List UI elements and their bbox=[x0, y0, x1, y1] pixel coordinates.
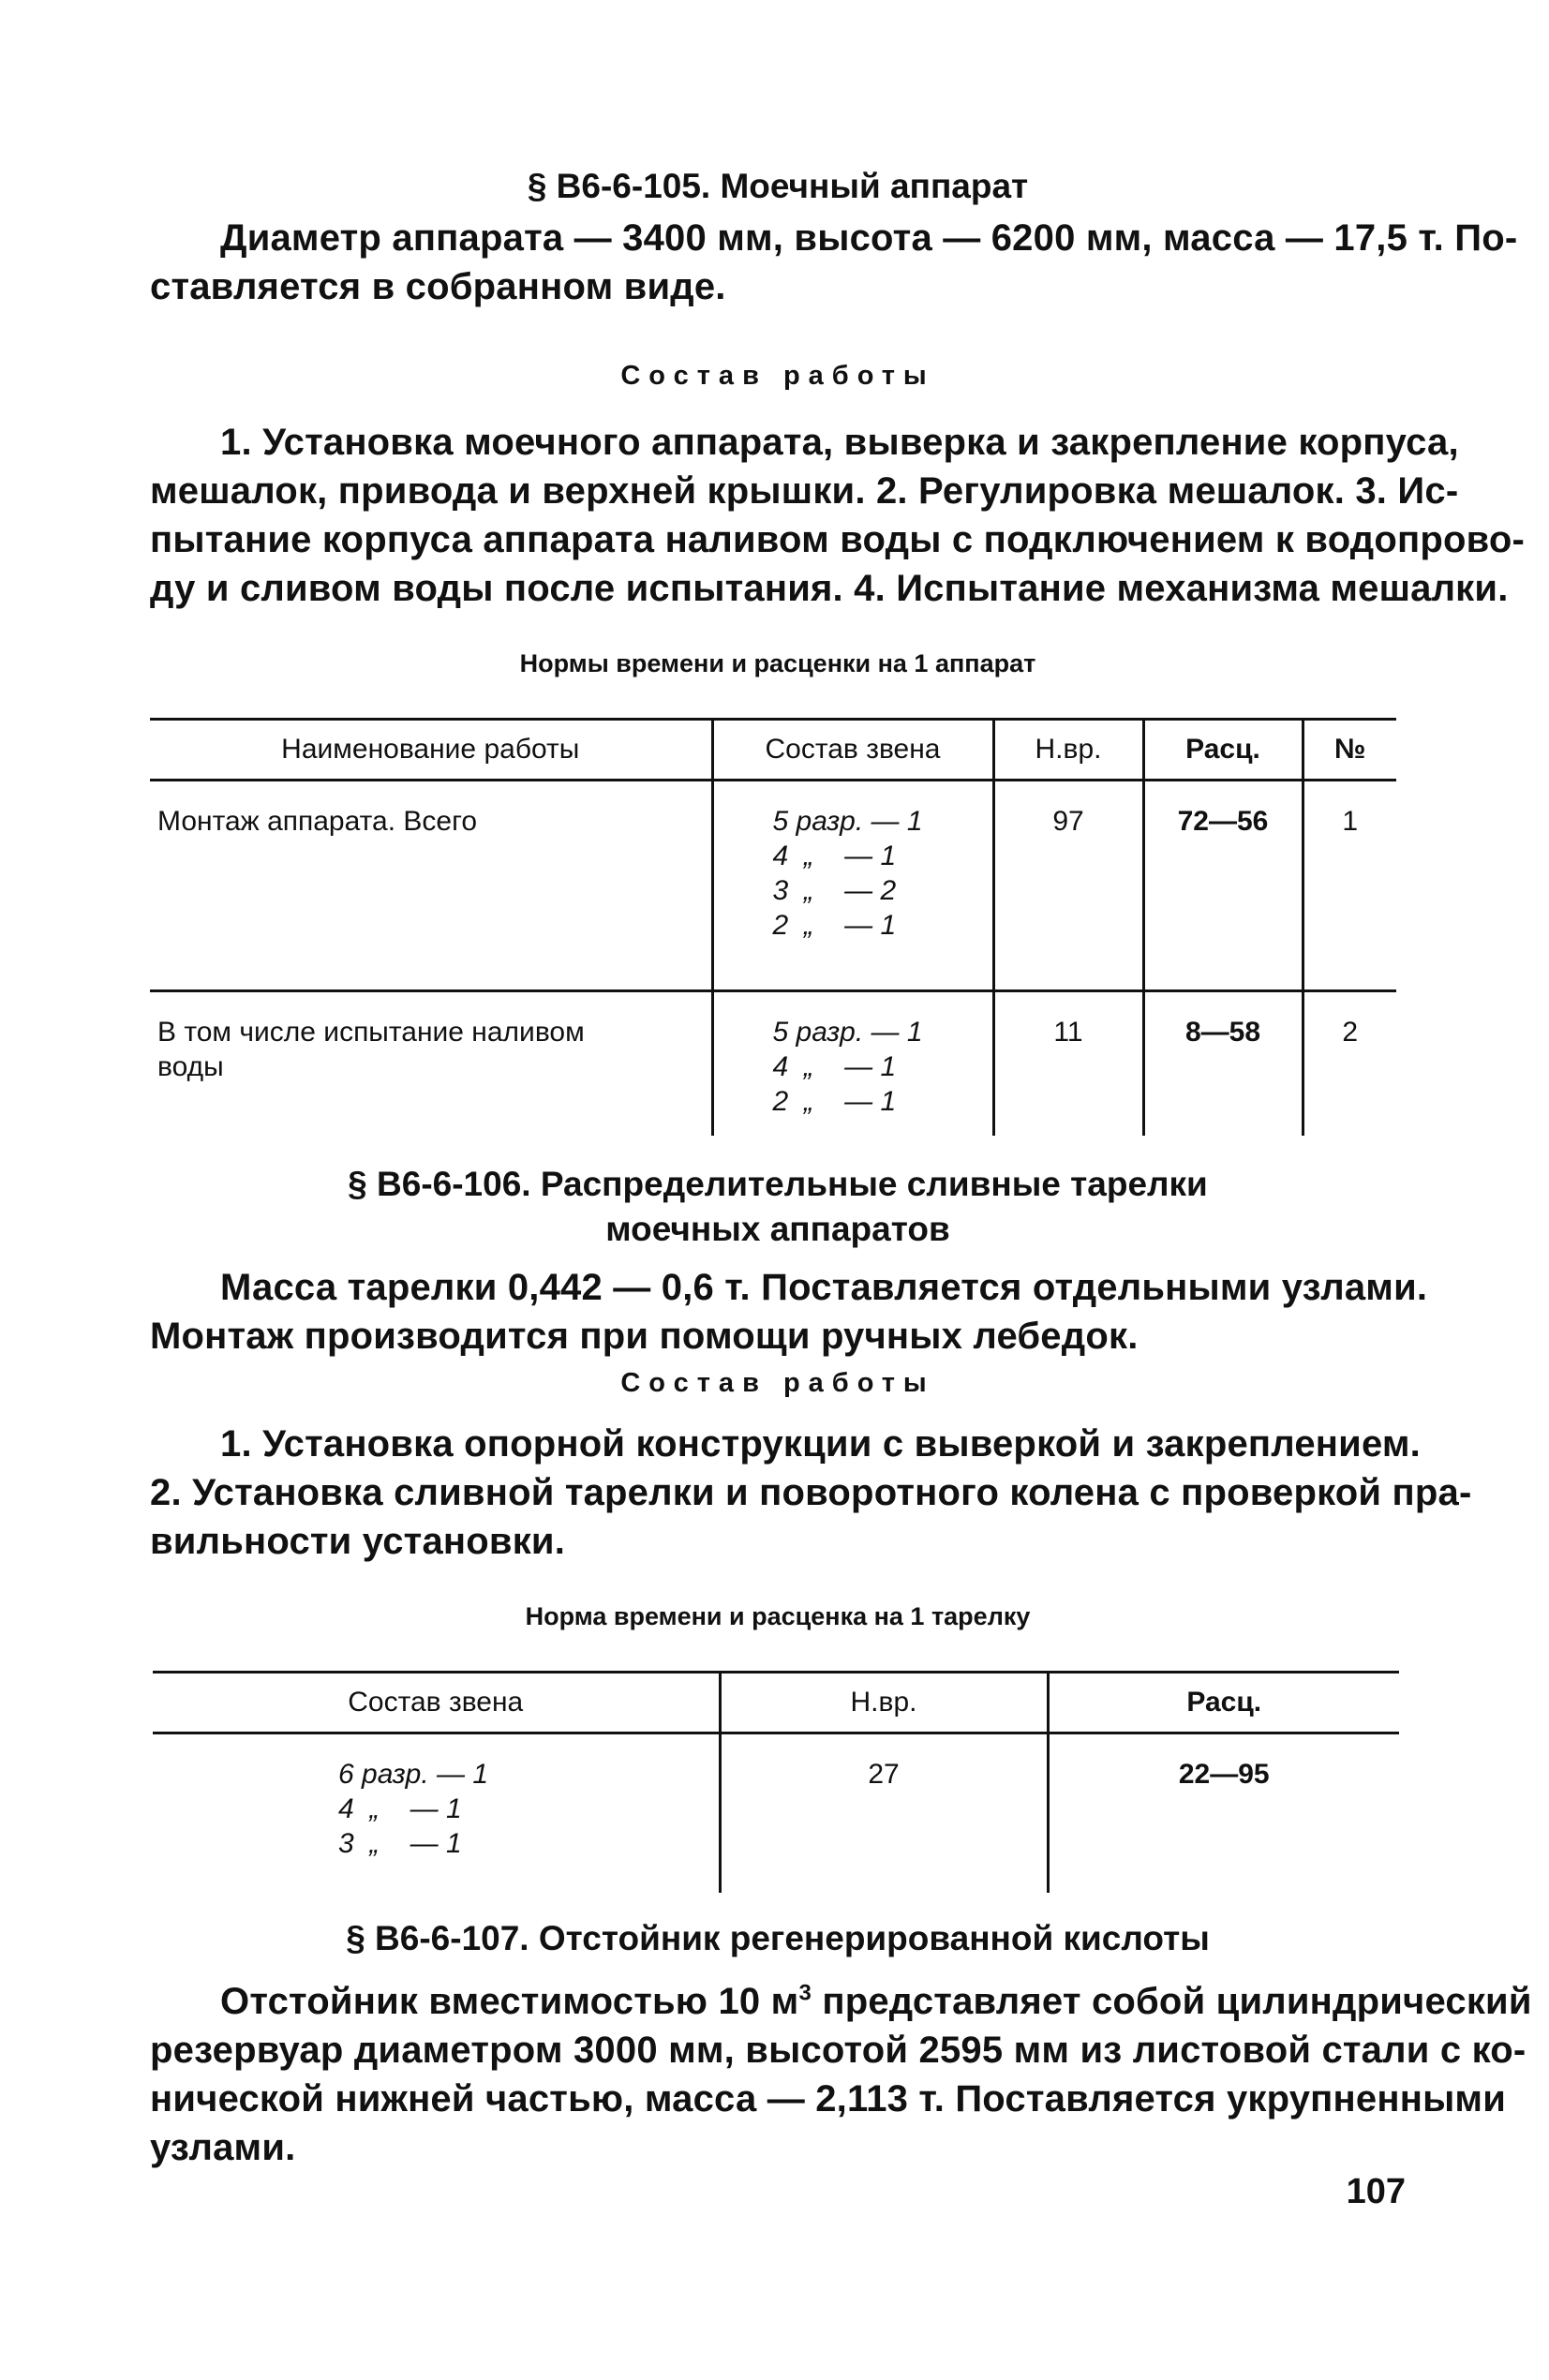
number-cell: 1 bbox=[1303, 781, 1396, 991]
table-header-row bbox=[150, 720, 1396, 781]
work-line: 1. Установка моечного аппарата, выверка и закрепление корпуса, bbox=[220, 422, 1459, 463]
section2-work-composition bbox=[150, 1420, 1472, 1566]
section-heading-b6-6-107: § В6-6-107. Отстойник регенерированной кислоты bbox=[346, 1919, 1210, 1957]
col-header-number: № bbox=[1303, 720, 1396, 781]
number-cell: 2 bbox=[1303, 991, 1396, 1137]
table-row bbox=[150, 781, 1396, 991]
crew-line: 3 „ — 1 bbox=[338, 1828, 462, 1859]
work-line: мешалок, привода и верхней крышки. 2. Регулировка мешалок. 3. Ис- bbox=[150, 470, 1459, 512]
norm-cell: 27 bbox=[720, 1733, 1048, 1893]
col-header-work-name: Наименование работы bbox=[150, 720, 712, 781]
crew-line: 3 „ — 2 bbox=[772, 875, 897, 906]
crew-line: 5 разр. — 1 bbox=[772, 806, 923, 837]
col-header-rate: Расц. bbox=[1143, 720, 1303, 781]
table2-caption: Норма времени и расценка на 1 тарелку bbox=[525, 1602, 1031, 1630]
work-name-cell: Монтаж аппарата. Всего bbox=[150, 781, 712, 991]
norm-cell: 11 bbox=[993, 991, 1143, 1137]
description-line: Диаметр аппарата — 3400 мм, высота — 6200 мм, масса — 17,5 т. По- bbox=[220, 217, 1518, 259]
col-header-rate: Расц. bbox=[1048, 1673, 1399, 1733]
crew-line: 4 „ — 1 bbox=[338, 1793, 462, 1824]
rate-cell: 8—58 bbox=[1143, 991, 1303, 1137]
crew-line: 6 разр. — 1 bbox=[338, 1759, 489, 1790]
crew-line: 4 „ — 1 bbox=[772, 1051, 897, 1082]
section-heading-b6-6-106 bbox=[150, 1162, 1406, 1252]
description-text: представляет собой цилиндрический bbox=[812, 1981, 1532, 2022]
description-line: узлами. bbox=[150, 2127, 296, 2168]
heading-line: § В6-6-106. Распределительные сливные тарелки bbox=[348, 1165, 1208, 1203]
work-line: 1. Установка опорной конструкции с выверкой и закреплением. bbox=[220, 1423, 1421, 1465]
work-composition-heading: Состав работы bbox=[620, 361, 935, 391]
crew-line: 5 разр. — 1 bbox=[772, 1017, 923, 1048]
section-heading-b6-6-105: § В6-6-105. Моечный аппарат bbox=[527, 167, 1029, 205]
description-line: резервуар диаметром 3000 мм, высотой 2595 мм из листовой стали с ко- bbox=[150, 2030, 1527, 2071]
description-line: нической нижней частью, масса — 2,113 т. Поставляется укрупненными bbox=[150, 2078, 1507, 2120]
description-text: Отстойник вместимостью 10 м bbox=[220, 1981, 799, 2022]
section1-description bbox=[150, 214, 1518, 311]
section1-work-composition bbox=[150, 418, 1526, 613]
col-header-norm: Н.вр. bbox=[720, 1673, 1048, 1733]
col-header-crew: Состав звена bbox=[712, 720, 993, 781]
table-header-row bbox=[153, 1673, 1399, 1733]
table1-caption: Нормы времени и расценки на 1 аппарат bbox=[519, 649, 1036, 677]
work-name-line: воды bbox=[157, 1051, 224, 1082]
crew-cell bbox=[153, 1733, 720, 1893]
crew-line: 4 „ — 1 bbox=[772, 840, 897, 871]
work-line: пытание корпуса аппарата наливом воды с подключением к водопрово- bbox=[150, 519, 1526, 560]
norms-table-apparatus bbox=[150, 718, 1396, 1136]
superscript: 3 bbox=[798, 1980, 812, 2006]
work-name-cell bbox=[150, 991, 712, 1137]
page-number: 107 bbox=[1346, 2172, 1406, 2211]
description-line: Масса тарелки 0,442 — 0,6 т. Поставляется отдельными узлами. bbox=[220, 1267, 1428, 1308]
norm-cell: 97 bbox=[993, 781, 1143, 991]
crew-cell bbox=[712, 991, 993, 1137]
rate-cell: 72—56 bbox=[1143, 781, 1303, 991]
rate-cell: 22—95 bbox=[1048, 1733, 1399, 1893]
crew-line: 2 „ — 1 bbox=[772, 910, 897, 941]
description-line: ставляется в собранном виде. bbox=[150, 266, 726, 307]
work-line: 2. Установка сливной тарелки и поворотного колена с проверкой пра- bbox=[150, 1472, 1472, 1513]
crew-line: 2 „ — 1 bbox=[772, 1086, 897, 1117]
work-composition-heading: Состав работы bbox=[620, 1368, 935, 1398]
work-line: вильности установки. bbox=[150, 1521, 566, 1562]
description-line: Монтаж производится при помощи ручных лебедок. bbox=[150, 1316, 1139, 1357]
description-line bbox=[150, 1977, 1532, 2026]
table-row bbox=[150, 991, 1396, 1137]
col-header-crew: Состав звена bbox=[153, 1673, 720, 1733]
norms-table-plate bbox=[153, 1671, 1399, 1893]
section3-description bbox=[150, 1977, 1532, 2172]
work-line: ду и сливом воды после испытания. 4. Испытание механизма мешалки. bbox=[150, 568, 1509, 609]
work-name-line: В том числе испытание наливом bbox=[157, 1017, 585, 1048]
crew-cell bbox=[712, 781, 993, 991]
heading-line: моечных аппаратов bbox=[605, 1210, 950, 1248]
table-row bbox=[153, 1733, 1399, 1893]
col-header-norm: Н.вр. bbox=[993, 720, 1143, 781]
section2-description bbox=[150, 1263, 1428, 1361]
